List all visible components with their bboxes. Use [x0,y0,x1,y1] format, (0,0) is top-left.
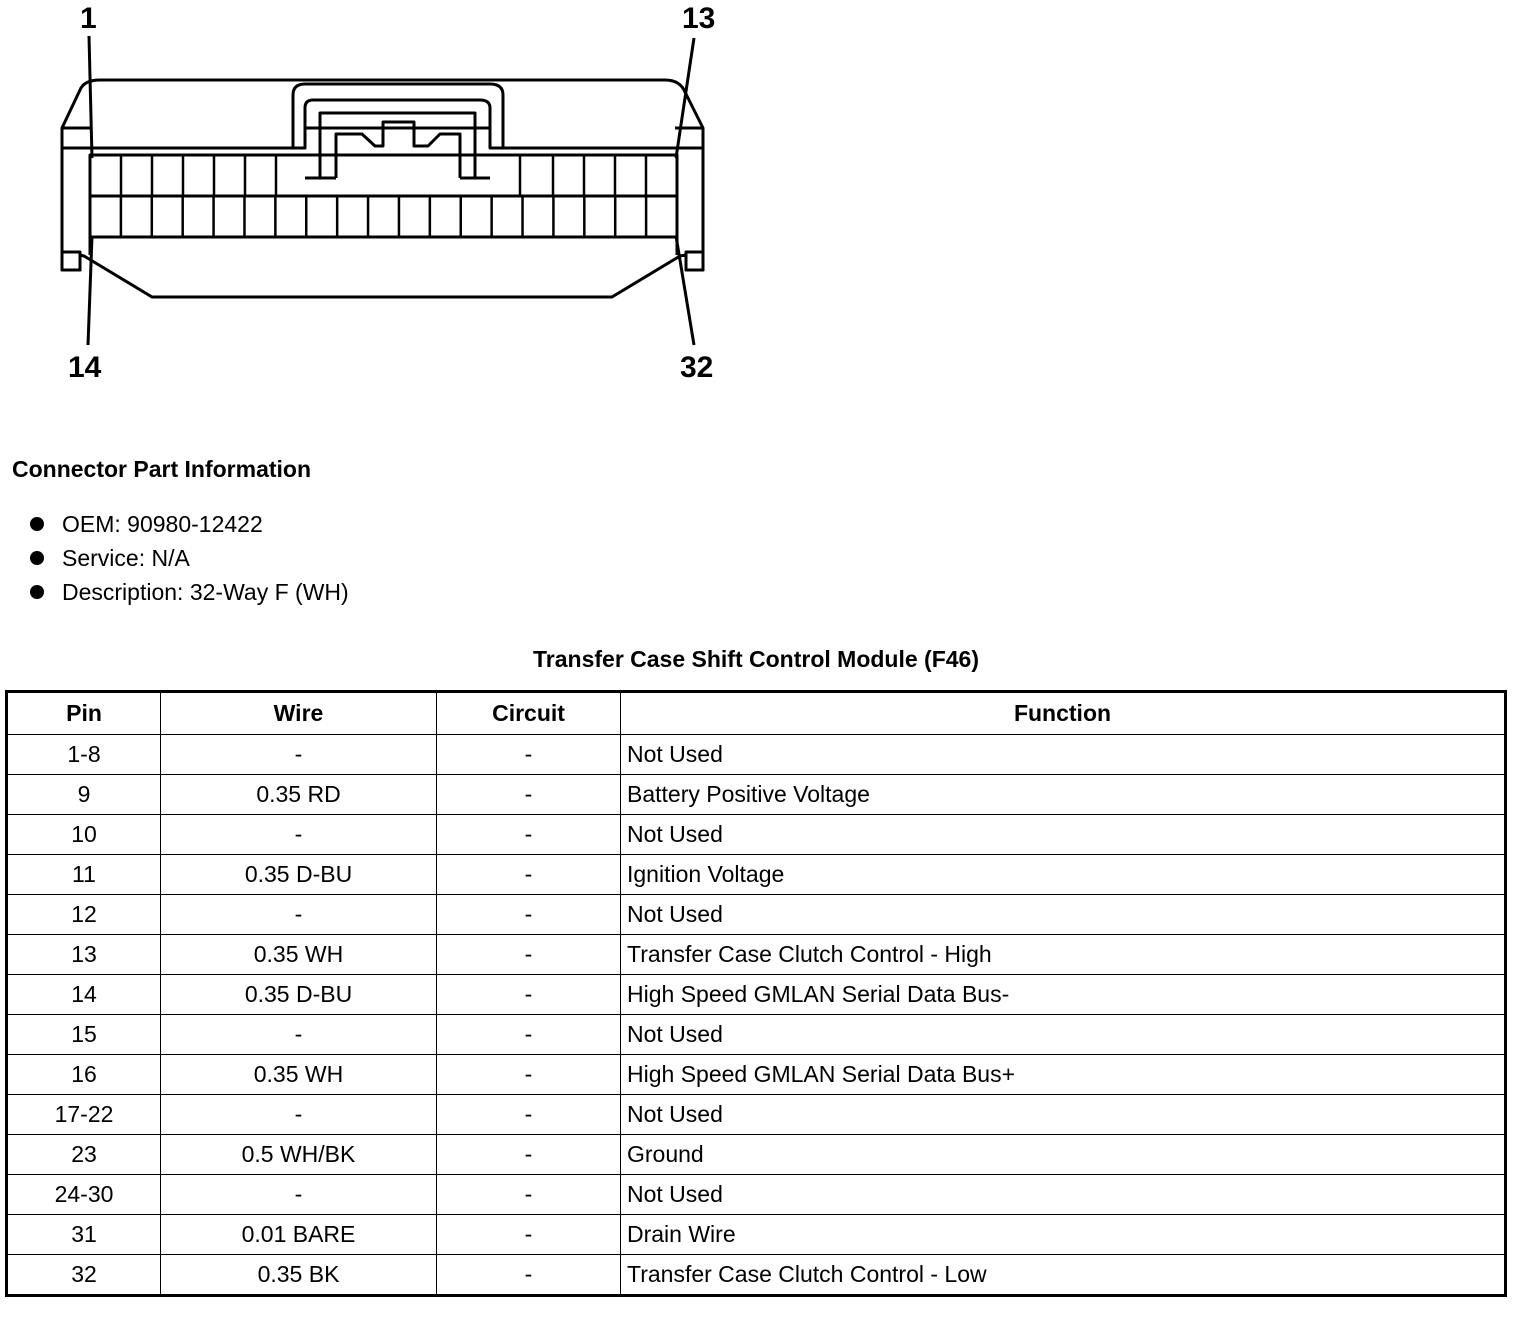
cell-wire: - [161,735,437,775]
table-row [7,935,1506,975]
cell-wire: - [161,895,437,935]
connector-diagram [0,0,760,400]
cell-wire: - [161,815,437,855]
table-row [7,1255,1506,1296]
cell-function: Drain Wire [621,1215,1506,1255]
cell-function: Transfer Case Clutch Control - Low [621,1255,1506,1296]
cell-wire: 0.35 D-BU [161,975,437,1015]
table-row [7,855,1506,895]
cell-wire: 0.01 BARE [161,1215,437,1255]
part-info-list [30,509,349,611]
cell-function: High Speed GMLAN Serial Data Bus- [621,975,1506,1015]
table-row [7,975,1506,1015]
cell-function: High Speed GMLAN Serial Data Bus+ [621,1055,1506,1095]
cell-function: Transfer Case Clutch Control - High [621,935,1506,975]
pin-1-leader [89,36,92,158]
part-info-title: Connector Part Information [12,456,312,482]
cell-wire: - [161,1175,437,1215]
pin-label-13: 13 [682,2,716,35]
cell-pin: 15 [7,1015,161,1055]
cell-function: Battery Positive Voltage [621,775,1506,815]
part-info-oem: OEM: 90980-12422 [30,509,349,543]
cell-wire: 0.35 RD [161,775,437,815]
header-pin: Pin [7,692,161,735]
bullet-icon [30,585,44,599]
table-row [7,1015,1506,1055]
cell-function: Not Used [621,895,1506,935]
cell-circuit: - [437,1175,621,1215]
cell-pin: 32 [7,1255,161,1296]
cell-circuit: - [437,895,621,935]
cell-circuit: - [437,1095,621,1135]
table-row [7,1095,1506,1135]
table-row [7,1055,1506,1095]
cell-circuit: - [437,975,621,1015]
cell-wire: 0.5 WH/BK [161,1135,437,1175]
pin-label-14: 14 [68,351,102,384]
cell-pin: 31 [7,1215,161,1255]
cell-circuit: - [437,1215,621,1255]
cell-function: Not Used [621,1095,1506,1135]
table-row [7,1215,1506,1255]
part-info-service: Service: N/A [30,543,349,577]
header-circuit: Circuit [437,692,621,735]
table-row [7,815,1506,855]
cell-function: Ground [621,1135,1506,1175]
cell-wire: 0.35 D-BU [161,855,437,895]
cell-pin: 10 [7,815,161,855]
table-row [7,1175,1506,1215]
cell-circuit: - [437,855,621,895]
cell-circuit: - [437,1055,621,1095]
header-function: Function [621,692,1506,735]
cell-wire: 0.35 WH [161,935,437,975]
pin-label-1: 1 [80,2,97,35]
cell-circuit: - [437,935,621,975]
table-row [7,895,1506,935]
cell-circuit: - [437,775,621,815]
pin-label-32: 32 [680,351,714,384]
table-title: Transfer Case Shift Control Module (F46) [533,646,979,672]
bullet-icon [30,517,44,531]
cell-pin: 13 [7,935,161,975]
cell-pin: 9 [7,775,161,815]
part-info-description: Description: 32-Way F (WH) [30,577,349,611]
table-header-row [7,692,1506,735]
cell-circuit: - [437,1255,621,1296]
connector-latch [293,84,503,148]
cell-circuit: - [437,815,621,855]
cell-wire: 0.35 BK [161,1255,437,1296]
cell-pin: 12 [7,895,161,935]
cell-pin: 23 [7,1135,161,1175]
header-wire: Wire [161,692,437,735]
cell-pin: 17-22 [7,1095,161,1135]
cell-function: Not Used [621,1015,1506,1055]
cell-function: Not Used [621,815,1506,855]
cell-function: Not Used [621,735,1506,775]
cell-circuit: - [437,1135,621,1175]
table-row [7,735,1506,775]
cell-wire: - [161,1015,437,1055]
pin-table [5,690,1507,1297]
cell-pin: 14 [7,975,161,1015]
table-row [7,775,1506,815]
cell-circuit: - [437,735,621,775]
cell-circuit: - [437,1015,621,1055]
cell-wire: 0.35 WH [161,1055,437,1095]
table-row [7,1135,1506,1175]
pin-13-leader [676,38,694,158]
cell-pin: 11 [7,855,161,895]
cell-function: Ignition Voltage [621,855,1506,895]
cell-pin: 24-30 [7,1175,161,1215]
cell-pin: 1-8 [7,735,161,775]
bullet-icon [30,551,44,565]
cell-pin: 16 [7,1055,161,1095]
cell-function: Not Used [621,1175,1506,1215]
cell-wire: - [161,1095,437,1135]
